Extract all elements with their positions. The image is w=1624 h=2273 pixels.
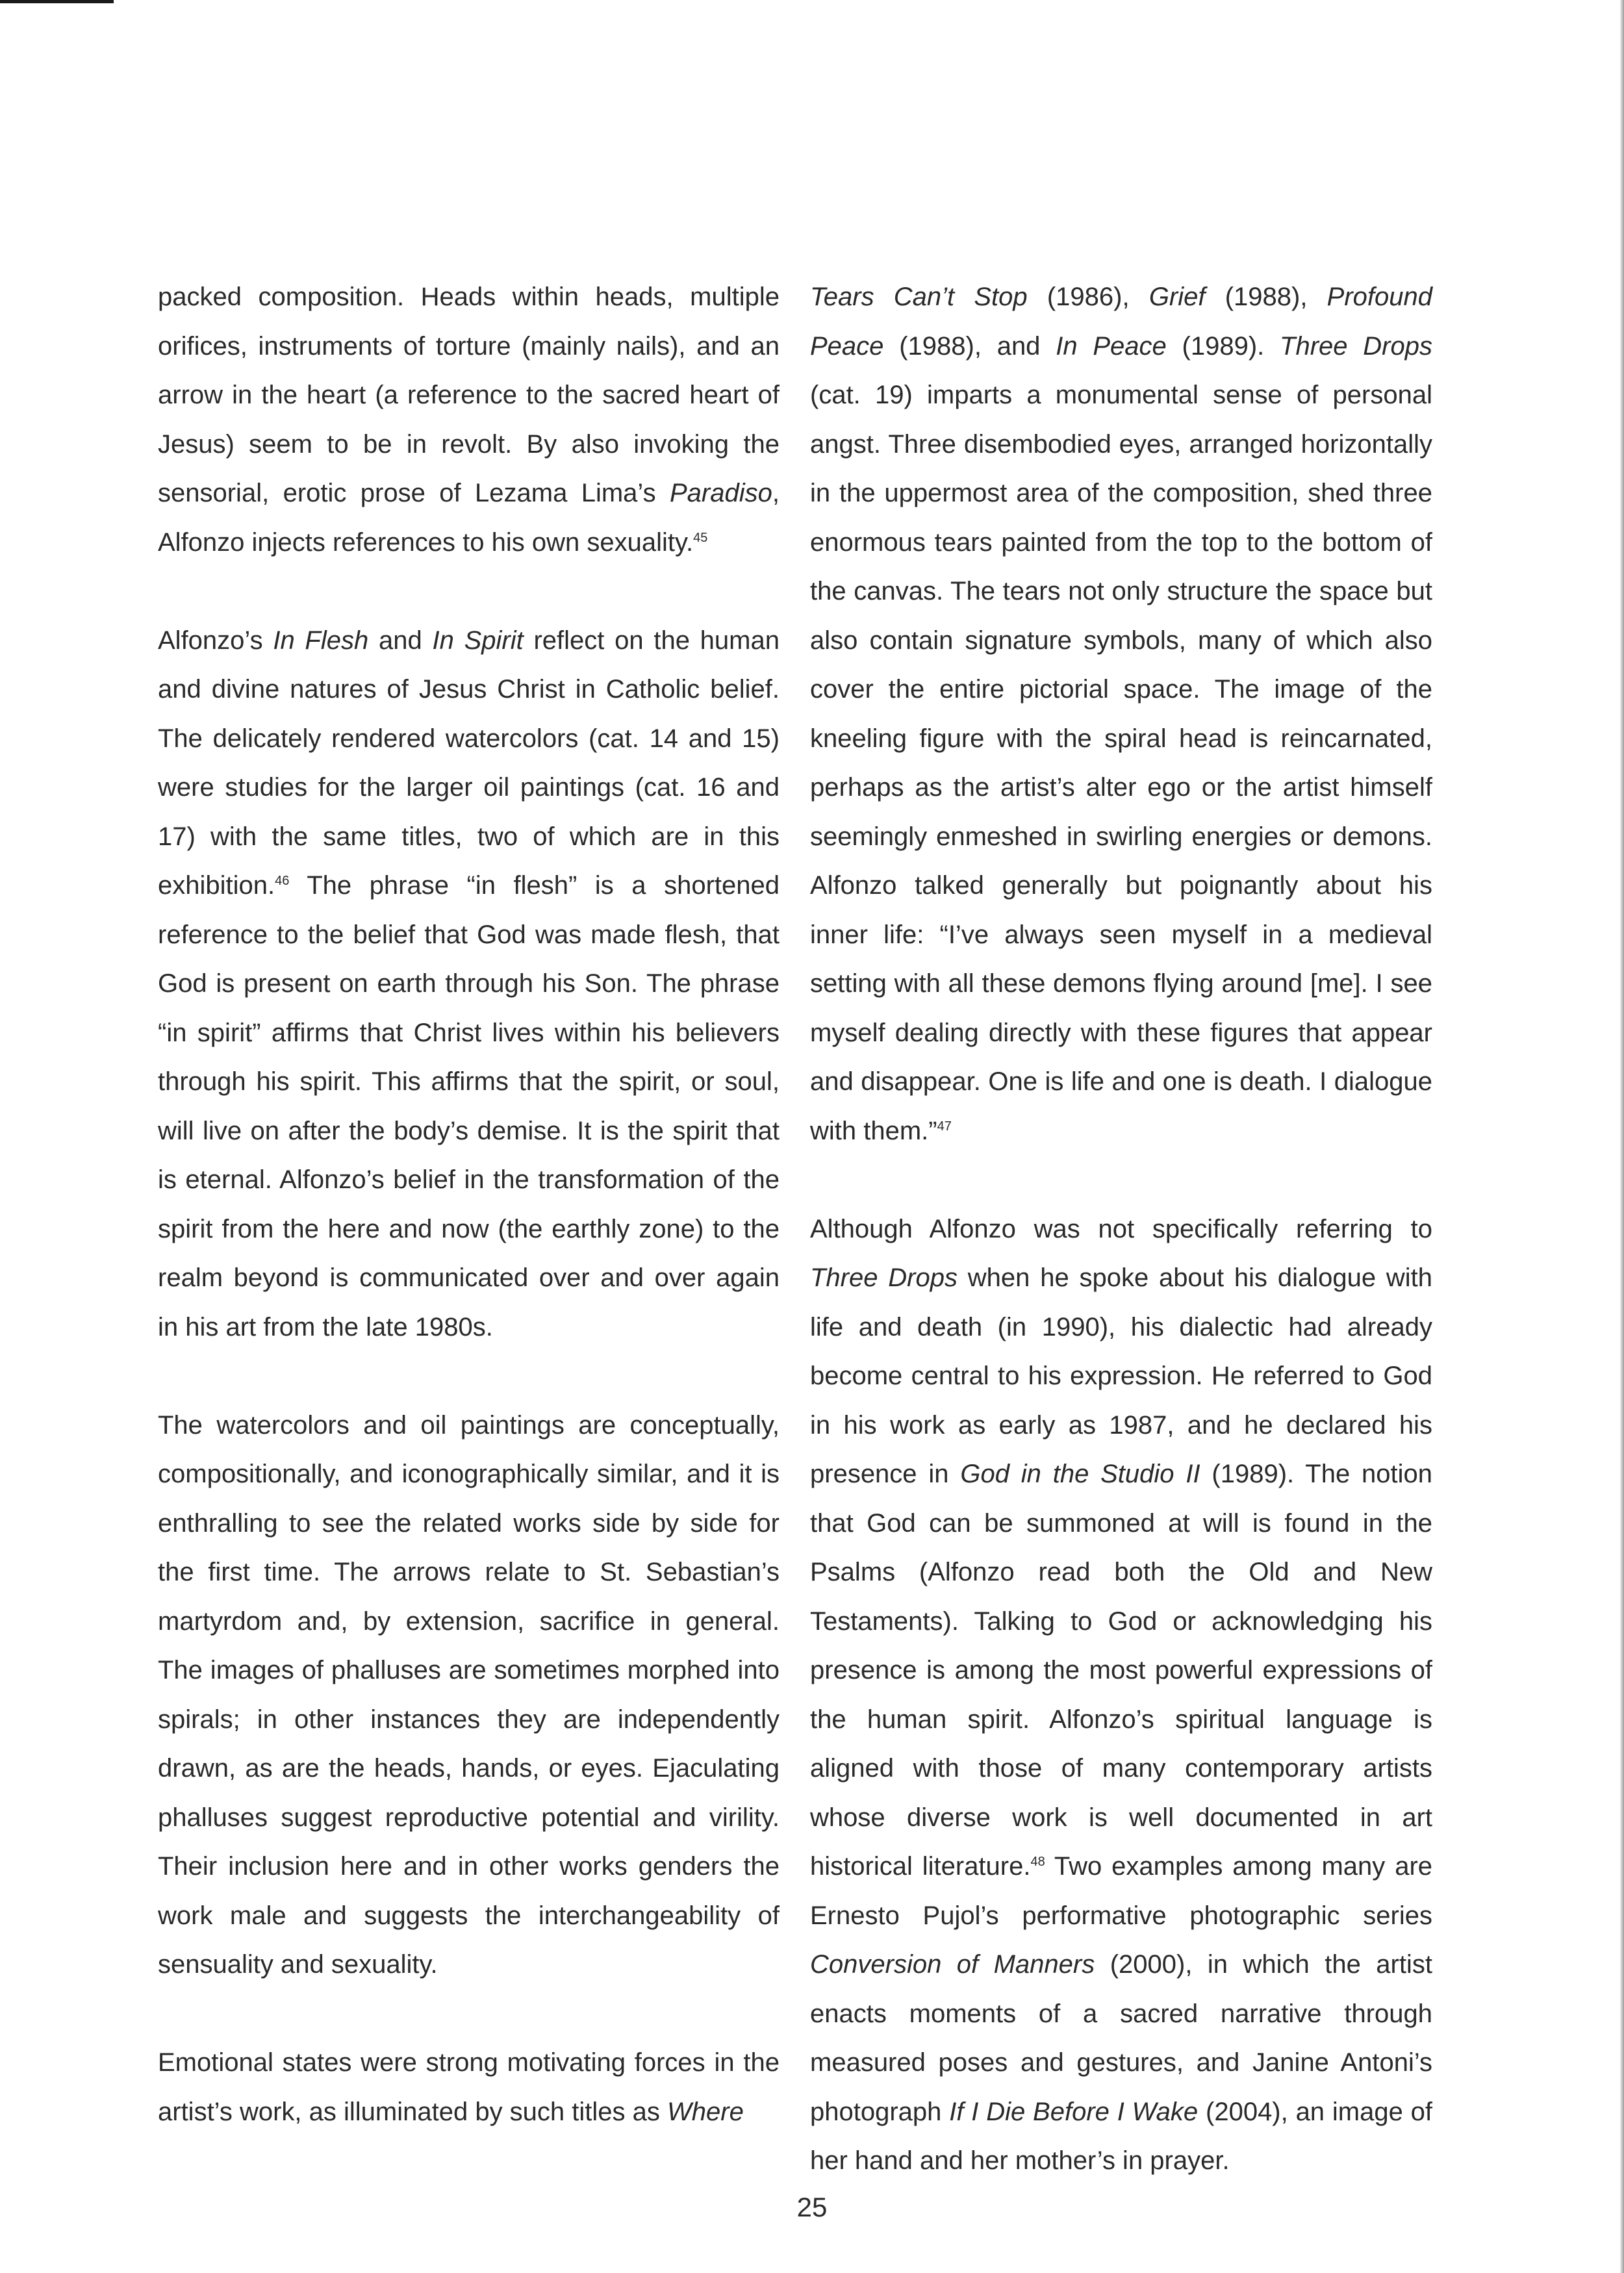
text-run: and bbox=[368, 626, 433, 655]
text-run: Although Alfonzo was not specifically referring to bbox=[810, 1214, 1432, 1243]
footnote-ref: 47 bbox=[937, 1119, 952, 1134]
italic-title: If I Die Before I Wake bbox=[949, 2097, 1199, 2126]
text-run: Alfonzo’s bbox=[158, 626, 273, 655]
text-run: (1988), and bbox=[883, 331, 1056, 361]
footnote-ref: 45 bbox=[693, 530, 708, 545]
italic-title: Grief bbox=[1148, 283, 1206, 311]
footnote-ref: 46 bbox=[275, 874, 290, 888]
scan-artifact-top bbox=[0, 0, 114, 3]
text-run: (1986), bbox=[1027, 283, 1149, 311]
scan-artifact-right-edge bbox=[1620, 0, 1624, 2273]
italic-title: In Peace bbox=[1056, 331, 1167, 361]
italic-title: In Flesh bbox=[273, 626, 369, 655]
paragraph bbox=[810, 273, 1432, 1156]
text-run: reflect on the human and divine natures of Jesus Christ in Catholic belief. The delicately rendered watercolors (cat. 14 and 15) were studies for the larger oil paintings (cat. 16 and 17) with the same titles, two of which are in this exhibition. bbox=[158, 626, 780, 900]
italic-title: Three Drops bbox=[1280, 331, 1432, 361]
italic-title: Profound Peace bbox=[810, 283, 1432, 361]
text-run: , Alfonzo injects references to his own sexuality. bbox=[158, 479, 780, 557]
text-run: (1988), bbox=[1205, 283, 1327, 311]
text-run: (cat. 19) imparts a monumental sense of personal angst. Three disembodied eyes, arranged horizontally in the uppermost area of the composition, shed three enormous tears painted from the top to the bottom of the canvas. The tears not only structure the space but also contain signature symbols, many of which also cover the entire pictorial space. The image of the kneeling figure with the spiral head is reincarnated, perhaps as the artist’s alter ego or the artist himself seemingly enmeshed in swirling energies or demons. Alfonzo talked generally but poignantly about his inner life: “I’ve always seen myself in a medieval setting with all these demons flying around [me]. I see myself dealing directly with these figures that appear and disappear. One is life and one is death. I dialogue with them.” bbox=[810, 381, 1432, 1145]
text-run: packed composition. Heads within heads, multiple orifices, instruments of torture (mainly nails), and an arrow in the heart (a reference to the sacred heart of Jesus) seem to be in revolt. By also invoking the sensorial, erotic prose of Lezama Lima’s bbox=[158, 283, 780, 507]
paragraph bbox=[158, 2038, 780, 2137]
italic-title: In Spirit bbox=[432, 626, 524, 655]
italic-title: Tears Can’t Stop bbox=[810, 283, 1028, 311]
paragraph bbox=[158, 273, 780, 567]
left-text-column bbox=[158, 273, 780, 2137]
text-run: when he spoke about his dialogue with life and death (in 1990), his dialectic had already become central to his expression. He referred to God in his work as early as 1987, and he declared his presence in bbox=[810, 1263, 1432, 1488]
italic-title: Paradiso bbox=[670, 479, 772, 507]
footnote-ref: 48 bbox=[1030, 1855, 1045, 1869]
text-run: The watercolors and oil paintings are conceptually, compositionally, and iconographically similar, and it is enthralling to see the related works side by side for the first time. The arrows relate to St. Sebastian’s martyrdom and, by extension, sacrifice in general. The images of phalluses are sometimes morphed into spirals; in other instances they are independently drawn, as are the heads, hands, or eyes. Ejaculating phalluses suggest reproductive potential and virility. Their inclusion here and in other works genders the work male and suggests the interchangeability of sensuality and sexuality. bbox=[158, 1410, 780, 1979]
text-run: (2000), in which the artist enacts moments of a sacred narrative through measured poses and gestures, and Janine Antoni’s photograph bbox=[810, 1950, 1432, 2126]
paragraph bbox=[158, 616, 780, 1352]
text-run: (2004), an image of her hand and her mother’s in prayer. bbox=[810, 2097, 1433, 2175]
paragraph bbox=[810, 1205, 1432, 2186]
text-run: The phrase “in flesh” is a shortened reference to the belief that God was made flesh, that God is present on earth through his Son. The phrase “in spirit” affirms that Christ lives within his believers through his spirit. This affirms that the spirit, or soul, will live on after the body’s demise. It is the spirit that is eternal. Alfonzo’s belief in the transformation of the spirit from the here and now (the earthly zone) to the realm beyond is communicated over and over again in his art from the late 1980s. bbox=[158, 871, 780, 1341]
italic-title: Three Drops bbox=[810, 1263, 958, 1292]
text-run: (1989). bbox=[1166, 331, 1280, 361]
text-run: Two examples among many are Ernesto Pujol’s performative photographic series bbox=[810, 1852, 1433, 1930]
italic-title: Where bbox=[667, 2097, 744, 2126]
italic-title: God in the Studio II bbox=[960, 1460, 1200, 1488]
paragraph bbox=[158, 1401, 780, 1990]
page-number: 25 bbox=[796, 2192, 828, 2222]
italic-title: Conversion of Manners bbox=[810, 1950, 1095, 1979]
text-run: Emotional states were strong motivating forces in the artist’s work, as illuminated by such titles as bbox=[158, 2048, 780, 2126]
right-text-column bbox=[810, 273, 1432, 2186]
text-run: (1989). The notion that God can be summoned at will is found in the Psalms (Alfonzo read both the Old and New Testaments). Talking to God or acknowledging his presence is among the most powerful expressions of the human spirit. Alfonzo’s spiritual language is aligned with those of many contemporary artists whose diverse work is well documented in art historical literature. bbox=[810, 1460, 1432, 1881]
